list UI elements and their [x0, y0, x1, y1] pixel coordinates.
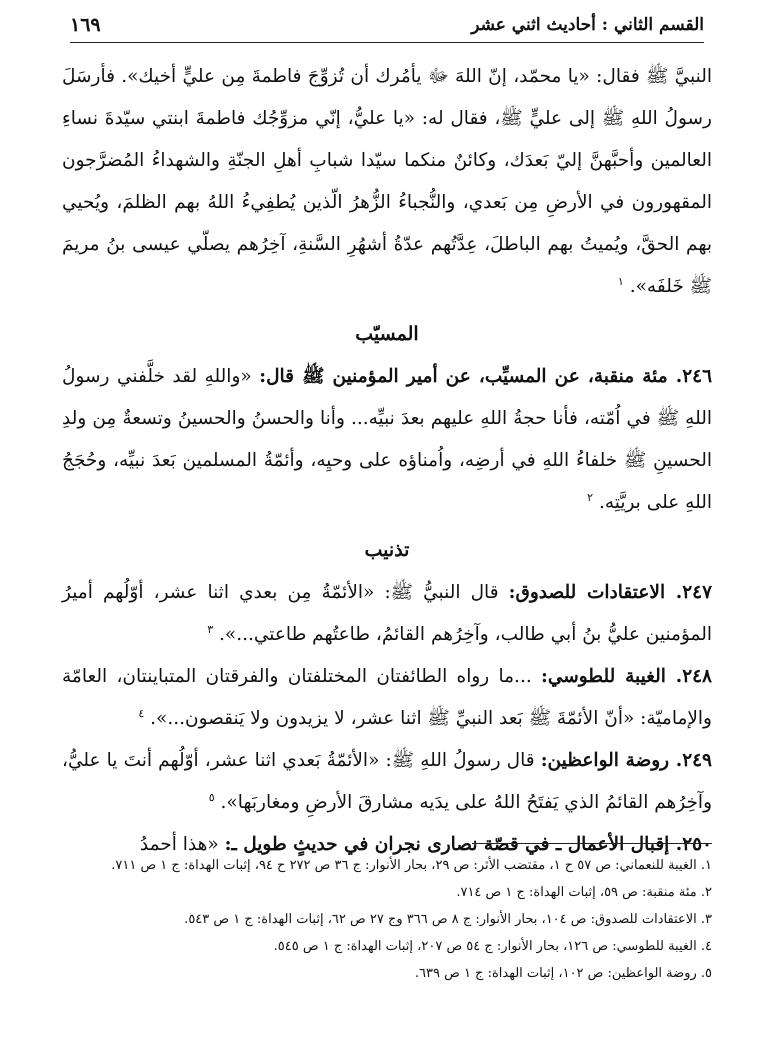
page-number: ١٦٩ — [70, 14, 101, 36]
footnote-ref: ١ — [617, 274, 624, 288]
main-text — [62, 56, 712, 866]
footnote: ١. الغيبة للنعماني: ص ٥٧ ح ١، مقتضب الأثر: ص ٢٩، بحار الأنوار: ج ٣٦ ص ٢٧٢ ح ٩٤، إثبات الهداة: ج ١ ص ٧١١. — [111, 858, 712, 873]
hadith-source: ٢٤٧. الاعتقادات للصدوق: — [508, 582, 713, 603]
paragraph-text: النبيَّ ﷺ فقال: «يا محمّد، إنّ اللهَ ﷻ يأمُرك أن تُزوِّجَ فاطمةَ مِن عليٍّ أخيك». فأرسَلَ رسولُ اللهِ ﷺ إلى عليٍّ ﷺ، فقال له: «يا عليُّ، إنّي مزوِّجُك فاطمةَ ابنتي سيّدةَ نساءِ العالمين وأحبَّهنَّ إليّ بَعدَك، وكائنٌ منكما سيّدا شبابِ أهلِ الجنّةِ والشهداءُ المُضرَّجون المقهورون في الأرضِ مِن بَعدي، والنُّجباءُ الزُّهرُ الّذين يُطفِيءُ اللهُ بهم الظلمَ، ويُحيي بهم الحقَّ، ويُميتُ بهم الباطلَ، عِدَّتُهم عدّةُ أشهُرِ السَّنةِ، آخِرُهم يصلّي عيسى بنُ مريمَ ﷺ خَلفَه». — [62, 66, 712, 297]
footnote-divider — [472, 843, 712, 844]
page-header — [70, 8, 704, 43]
hadith-source: ٢٤٩. روضة الواعظين: — [540, 750, 712, 771]
hadith-source: ٢٤٨. الغيبة للطوسي: — [541, 666, 712, 687]
footnote: ٢. مئة منقبة: ص ٥٩، إثبات الهداة: ج ١ ص ٧١٤. — [456, 885, 712, 900]
paragraph-intro — [62, 56, 712, 308]
footnote: ٥. روضة الواعظين: ص ١٠٢، إثبات الهداة: ج ١ ص ٦٣٩. — [414, 966, 712, 981]
paragraph-text: «واللهِ لقد خلَّفني رسولُ اللهِ ﷺ في اُمّته، فأنا حجةُ اللهِ عليهم بعدَ نبيِّه... وأنا والحسنُ والحسينُ وتسعةٌ مِن ولدِ الحسينِ ﷺ خلفاءُ اللهِ في أرضِه، واُمناؤه على وحيِه، وأئمّةُ المسلمين بَعدَ نبيِّه، وحُجَجُ اللهِ على بريَّتِه. — [62, 366, 712, 513]
section-heading: تذنيب — [364, 539, 410, 561]
paragraph-text: قال النبيُّ ﷺ: «الأئمّةُ مِن بعدي اثنا عشر، أوّلُهم أميرُ المؤمنين عليُّ بنُ أبي طالب، وآخِرُهم القائمُ، طاعتُهم طاعتي...». — [62, 582, 712, 645]
paragraph-text: ...ما رواه الطائفتان المختلفتان والفرقتان المتباينتان، العامّة والإماميّة: «أنّ الأئمّةَ ﷺ بَعد النبيِّ ﷺ اثنا عشر، لا يزيدون ولا يَنقصون...». — [62, 666, 712, 729]
running-title: القسم الثاني : أحاديث اثني عشر — [471, 15, 704, 35]
footnote-ref: ٢ — [587, 490, 594, 504]
hadith-source: ٢٥٠. إقبال الأعمال ـ في قصّة نصارى نجران في حديثٍ طويل ـ: — [224, 834, 712, 855]
paragraph-246 — [62, 356, 712, 524]
paragraph-249 — [62, 740, 712, 824]
footnote-ref: ٣ — [207, 622, 214, 636]
footnote-ref: ٤ — [138, 706, 145, 720]
section-heading: المسيّب — [355, 323, 419, 345]
hadith-source: ٢٤٦. مئة منقبة، عن المسيِّب، عن أمير المؤمنين ﷺ قال: — [259, 366, 713, 387]
paragraph-text: قال رسولُ اللهِ ﷺ: «الأئمّةُ بَعدي اثنا عشر، أوّلُهم أنتَ يا عليُّ، وآخِرُهم القائمُ الذي يَفتَحُ اللهُ على يدَيه مشارقَ الأرضِ ومغاربَها». — [62, 750, 712, 813]
footnote: ٤. الغيبة للطوسي: ص ١٢٦، بحار الأنوار: ج ٥٤ ص ٢٠٧، إثبات الهداة: ج ١ ص ٥٤٥. — [273, 939, 712, 954]
footnote-ref: ٥ — [208, 790, 215, 804]
paragraph-text: «هذا أحمدُ — [139, 834, 219, 855]
footnote: ٣. الاعتقادات للصدوق: ص ١٠٤، بحار الأنوار: ج ٨ ص ٣٦٦ وج ٢٧ ص ٦٢، إثبات الهداة: ج ١ ص ٥٤٣. — [184, 912, 712, 927]
paragraph-247 — [62, 572, 712, 656]
paragraph-248 — [62, 656, 712, 740]
footnotes — [62, 843, 712, 987]
